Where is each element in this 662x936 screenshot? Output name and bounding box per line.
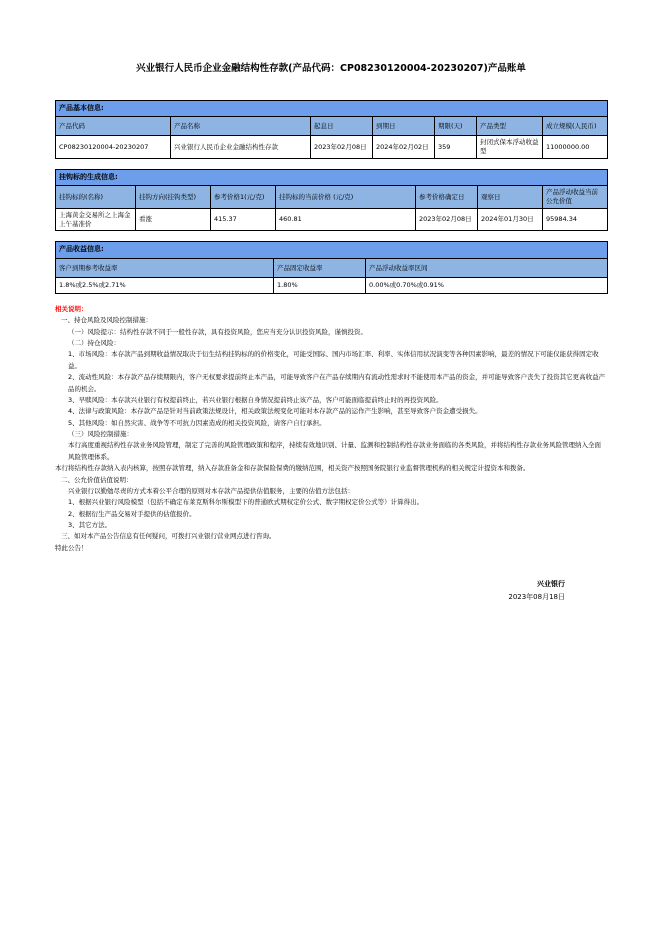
column-header: 观察日 [478,186,543,209]
signature-block [55,578,607,605]
column-header: 挂钩方向(挂钩类型) [136,186,211,209]
table-cell-direction: 看涨 [136,208,211,231]
note-line: 二、公允价值估值说明： [61,475,133,484]
column-header: 产品浮动收益当前公允价值 [543,186,608,209]
notes-section [55,304,607,554]
note-line: 2、根据衍生产品交易对手提供的估值报价。 [68,509,196,518]
income-info-table [55,241,608,293]
linked-info-header-row [56,186,608,209]
note-line: 1、根据兴业银行风险模型（包括不确定布莱克斯科尔斯模型下的普通欧式期权定价公式、数字期权定价公式等）计算得出。 [68,498,424,507]
basic-info-data-row [56,136,608,159]
table-cell-start-date: 2023年02月08日 [311,136,373,159]
notes-label: 相关说明： [55,304,88,313]
column-header: 挂钩标的(名称) [56,186,136,209]
table-cell-current-price: 460.81 [276,208,416,231]
note-line: 三、如对本产品公告信息有任何疑问，可拨打兴业银行营业网点进行咨询。 [61,532,276,541]
column-header: 成立规模(人民币) [543,117,608,136]
linked-info-section-title: 挂钩标的生成信息: [56,169,608,185]
column-header: 到期日 [373,117,435,136]
table-cell-reference-yield: 1.8%或2.5%或2.71% [56,277,274,293]
column-header: 产品代码 [56,117,171,136]
income-info-data-row [56,277,608,293]
table-cell-product-name: 兴业银行人民币企业金融结构性存款 [171,136,311,159]
table-cell-fixed-yield: 1.80% [274,277,366,293]
note-line: 4、法律与政策风险：本存款产品是针对当前政策法规设计，相关政策法规变化可能对本存款产品的运作产生影响，甚至导致客户资金遭受损失。 [68,407,482,416]
column-header: 产品类型 [477,117,543,136]
income-info-header-row [56,258,608,277]
note-line: 本行高度重视结构性存款业务风险管理，制定了完善的风险管理政策和程序，持续有效地识别、计量、监测和控制结构性存款业务面临的各类风险，并将结构性存款业务风险管理纳入全面风险管理体系。 [68,441,601,461]
column-header: 挂钩标的当前价格 (元/克) [276,186,416,209]
column-header: 参考价格1(元/克) [211,186,276,209]
table-cell-fair-value: 95984.34 [543,208,608,231]
linked-info-section-row [56,169,608,185]
basic-info-section-row [56,101,608,117]
note-line: 2、流动性风险：本存款产品存续期限内，客户无权要求提前终止本产品，可能导致客户在产品存续期内有流动性需求时不能使用本产品的资金，并可能导致客户丧失了投资其它更高收益产品的机会。 [68,373,606,393]
column-header: 产品固定收益率 [274,258,366,277]
column-header: 起息日 [311,117,373,136]
linked-info-data-row [56,208,608,231]
table-cell-observation-date: 2024年01月30日 [478,208,543,231]
table-cell-price-fixing-date: 2023年02月08日 [416,208,478,231]
column-header: 参考价格确定日 [416,186,478,209]
basic-info-header-row [56,117,608,136]
announcement-date: 2023年08月18日 [508,593,565,602]
bank-name: 兴业银行 [537,580,565,589]
basic-info-table [55,100,608,159]
table-cell-floating-yield-range: 0.00%或0.70%或0.91% [366,277,608,293]
note-line: 兴业银行以勤勉尽责的方式本着公平合理的原则对本存款产品提供估值服务，主要的估值方法包括： [68,486,354,495]
column-header: 客户到期参考收益率 [56,258,274,277]
note-line: （二）持仓风险： [68,339,120,348]
column-header: 产品浮动收益率区间 [366,258,608,277]
income-info-section-title: 产品收益信息: [56,242,608,258]
table-cell-product-type: 封闭式保本浮动收益型 [477,136,543,159]
table-cell-reference-price: 415.37 [211,208,276,231]
linked-info-table [55,169,608,232]
note-line: 本行将结构性存款纳入表内核算，按照存款管理，纳入存款准备金和存款保险保费的缴纳范围，相关资产按照国务院银行业监督管理机构的相关规定计提资本和拨备。 [55,464,530,473]
note-line: 一、持仓风险及风险控制措施： [61,316,152,325]
table-cell-maturity-date: 2024年02月02日 [373,136,435,159]
table-cell-underlying: 上海黄金交易所之上海金上午基准价 [56,208,136,231]
note-line: （三）风险控制措施： [68,430,133,439]
table-cell-scale: 11000000.00 [543,136,608,159]
note-line: 特此公告！ [55,543,88,552]
table-cell-product-code: CP08230120004-20230207 [56,136,171,159]
note-line: 3、其它方法。 [68,521,112,530]
basic-info-section-title: 产品基本信息: [56,101,608,117]
note-line: （一）风险提示：结构性存款不同于一般性存款，具有投资风险，您应当充分认识投资风险，谨慎投资。 [68,327,367,336]
income-info-section-row [56,242,608,258]
column-header: 期限(天) [435,117,477,136]
table-cell-term-days: 359 [435,136,477,159]
note-line: 5、其他风险：如自然灾害、战争等不可抗力因素造成的相关投资风险，请客户自行承担。 [68,418,326,427]
note-line: 3、早赎风险：本存款兴业银行有权提前终止，若兴业银行根据自身情况提前终止该产品，客户可能面临提前终止时的再投资风险。 [68,395,443,404]
note-line: 1、市场风险：本存款产品到期收益情况取决于衍生结构挂钩标的的价格变化，可能受国际、国内市场汇率、利率、实体信用状况演变等各种因素影响，最差的情况下可能仅能获得固定收益。 [68,350,599,370]
page-title: 兴业银行人民币企业金融结构性存款(产品代码：CP08230120004-20230207)产品账单 [136,63,526,74]
column-header: 产品名称 [171,117,311,136]
